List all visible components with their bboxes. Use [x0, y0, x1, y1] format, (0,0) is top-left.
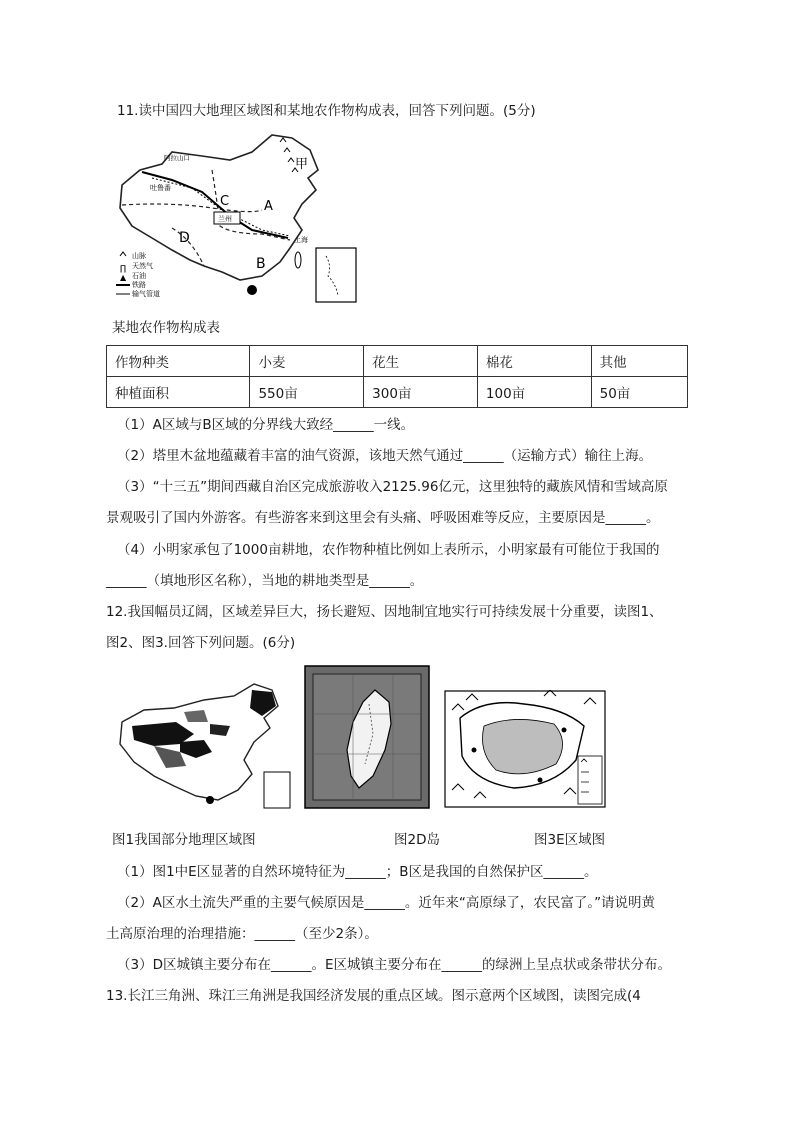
- label-shanghai: 上海: [294, 236, 308, 244]
- table-cell: 种植面积: [107, 377, 250, 408]
- q11-item-4: （4）小明家承包了1000亩耕地，农作物种植比例如上表所示，小明家最有可能位于我国的: [117, 542, 660, 558]
- q12-title-line1: 12.我国幅员辽阔，区域差异巨大，扬长避短、因地制宜地实行可持续发展十分重要，读图1、: [106, 604, 663, 620]
- q11-item-3: （3）“十三五”期间西藏自治区完成旅游收入2125.96亿元，这里独特的藏族风情和雪域高原: [117, 479, 668, 495]
- crop-table: [106, 345, 688, 408]
- svg-text:▲: ▲: [120, 273, 127, 282]
- table-caption: 某地农作物构成表: [112, 320, 220, 336]
- legend-gas: 天然气: [132, 262, 153, 270]
- table-cell: 550亩: [250, 377, 364, 408]
- legend-mountain: 山脉: [132, 252, 146, 260]
- table-cell: 作物种类: [107, 346, 250, 377]
- q11-item-4-cont: ______（填地形区名称），当地的耕地类型是______。: [106, 573, 424, 589]
- table-cell: 300亩: [364, 377, 478, 408]
- table-cell: 小麦: [250, 346, 364, 377]
- label-b: B: [256, 256, 266, 272]
- q11-title: 11.读中国四大地理区域图和某地农作物构成表，回答下列问题。(5分): [117, 103, 536, 119]
- table-cell: 100亩: [477, 377, 591, 408]
- q12-item-2: （2）A区水土流失严重的主要气候原因是______。近年来“高原绿了，农民富了。”请说明黄: [117, 895, 656, 911]
- q11-item-1: （1）A区域与B区域的分界线大致经______一线。: [117, 417, 415, 433]
- legend-pipe: 输气管道: [132, 290, 160, 298]
- q12-item-1: （1）图1中E区显著的自然环境特征为______；B区是我国的自然保护区______。: [117, 864, 598, 880]
- q11-item-2: （2）塔里木盆地蕴藏着丰富的油气资源，该地天然气通过______（运输方式）输往上海。: [117, 448, 653, 464]
- legend-rail: 铁路: [132, 281, 146, 289]
- table-cell: 棉花: [477, 346, 591, 377]
- q12-item-2-cont: 土高原治理的治理措施：______（至少2条）。: [106, 926, 378, 942]
- figure-1-map: [114, 682, 292, 810]
- table-row: [107, 346, 688, 377]
- label-lanzhou: 兰州: [218, 215, 232, 223]
- label-tulufan: 吐鲁番: [150, 184, 171, 192]
- china-regions-map: [112, 130, 360, 306]
- svg-text:∏: ∏: [120, 264, 127, 273]
- q13-title: 13.长江三角洲、珠江三角洲是我国经济发展的重点区域。图示意两个区域图，读图完成(4: [106, 988, 641, 1004]
- legend-oil: 石油: [132, 272, 146, 280]
- label-d: D: [179, 230, 190, 246]
- table-cell: 50亩: [591, 377, 687, 408]
- figure-3-region: [444, 690, 606, 808]
- china-map-svg: [112, 130, 360, 306]
- table-cell: 花生: [364, 346, 478, 377]
- label-jia: 甲: [295, 157, 309, 172]
- q11-item-3-cont: 景观吸引了国内外游客。有些游客来到这里会有头痛、呼吸困难等反应，主要原因是______。: [106, 510, 660, 526]
- label-a: A: [264, 199, 273, 214]
- q12-item-3: （3）D区城镇主要分布在______。E区城镇主要分布在______的绿洲上呈点状或条带状分布。: [117, 957, 672, 973]
- table-cell: 其他: [591, 346, 687, 377]
- figure-1-caption: 图1我国部分地理区域图: [112, 832, 256, 848]
- label-alashan: 阿拉山口: [164, 154, 190, 162]
- q12-title-line2: 图2、图3.回答下列问题。(6分): [106, 635, 296, 651]
- figure-2-island: [303, 664, 431, 810]
- table-row: [107, 377, 688, 408]
- figure-3-caption: 图3E区域图: [534, 832, 606, 848]
- label-c: C: [220, 194, 230, 209]
- figure-2-caption: 图2D岛: [394, 832, 440, 848]
